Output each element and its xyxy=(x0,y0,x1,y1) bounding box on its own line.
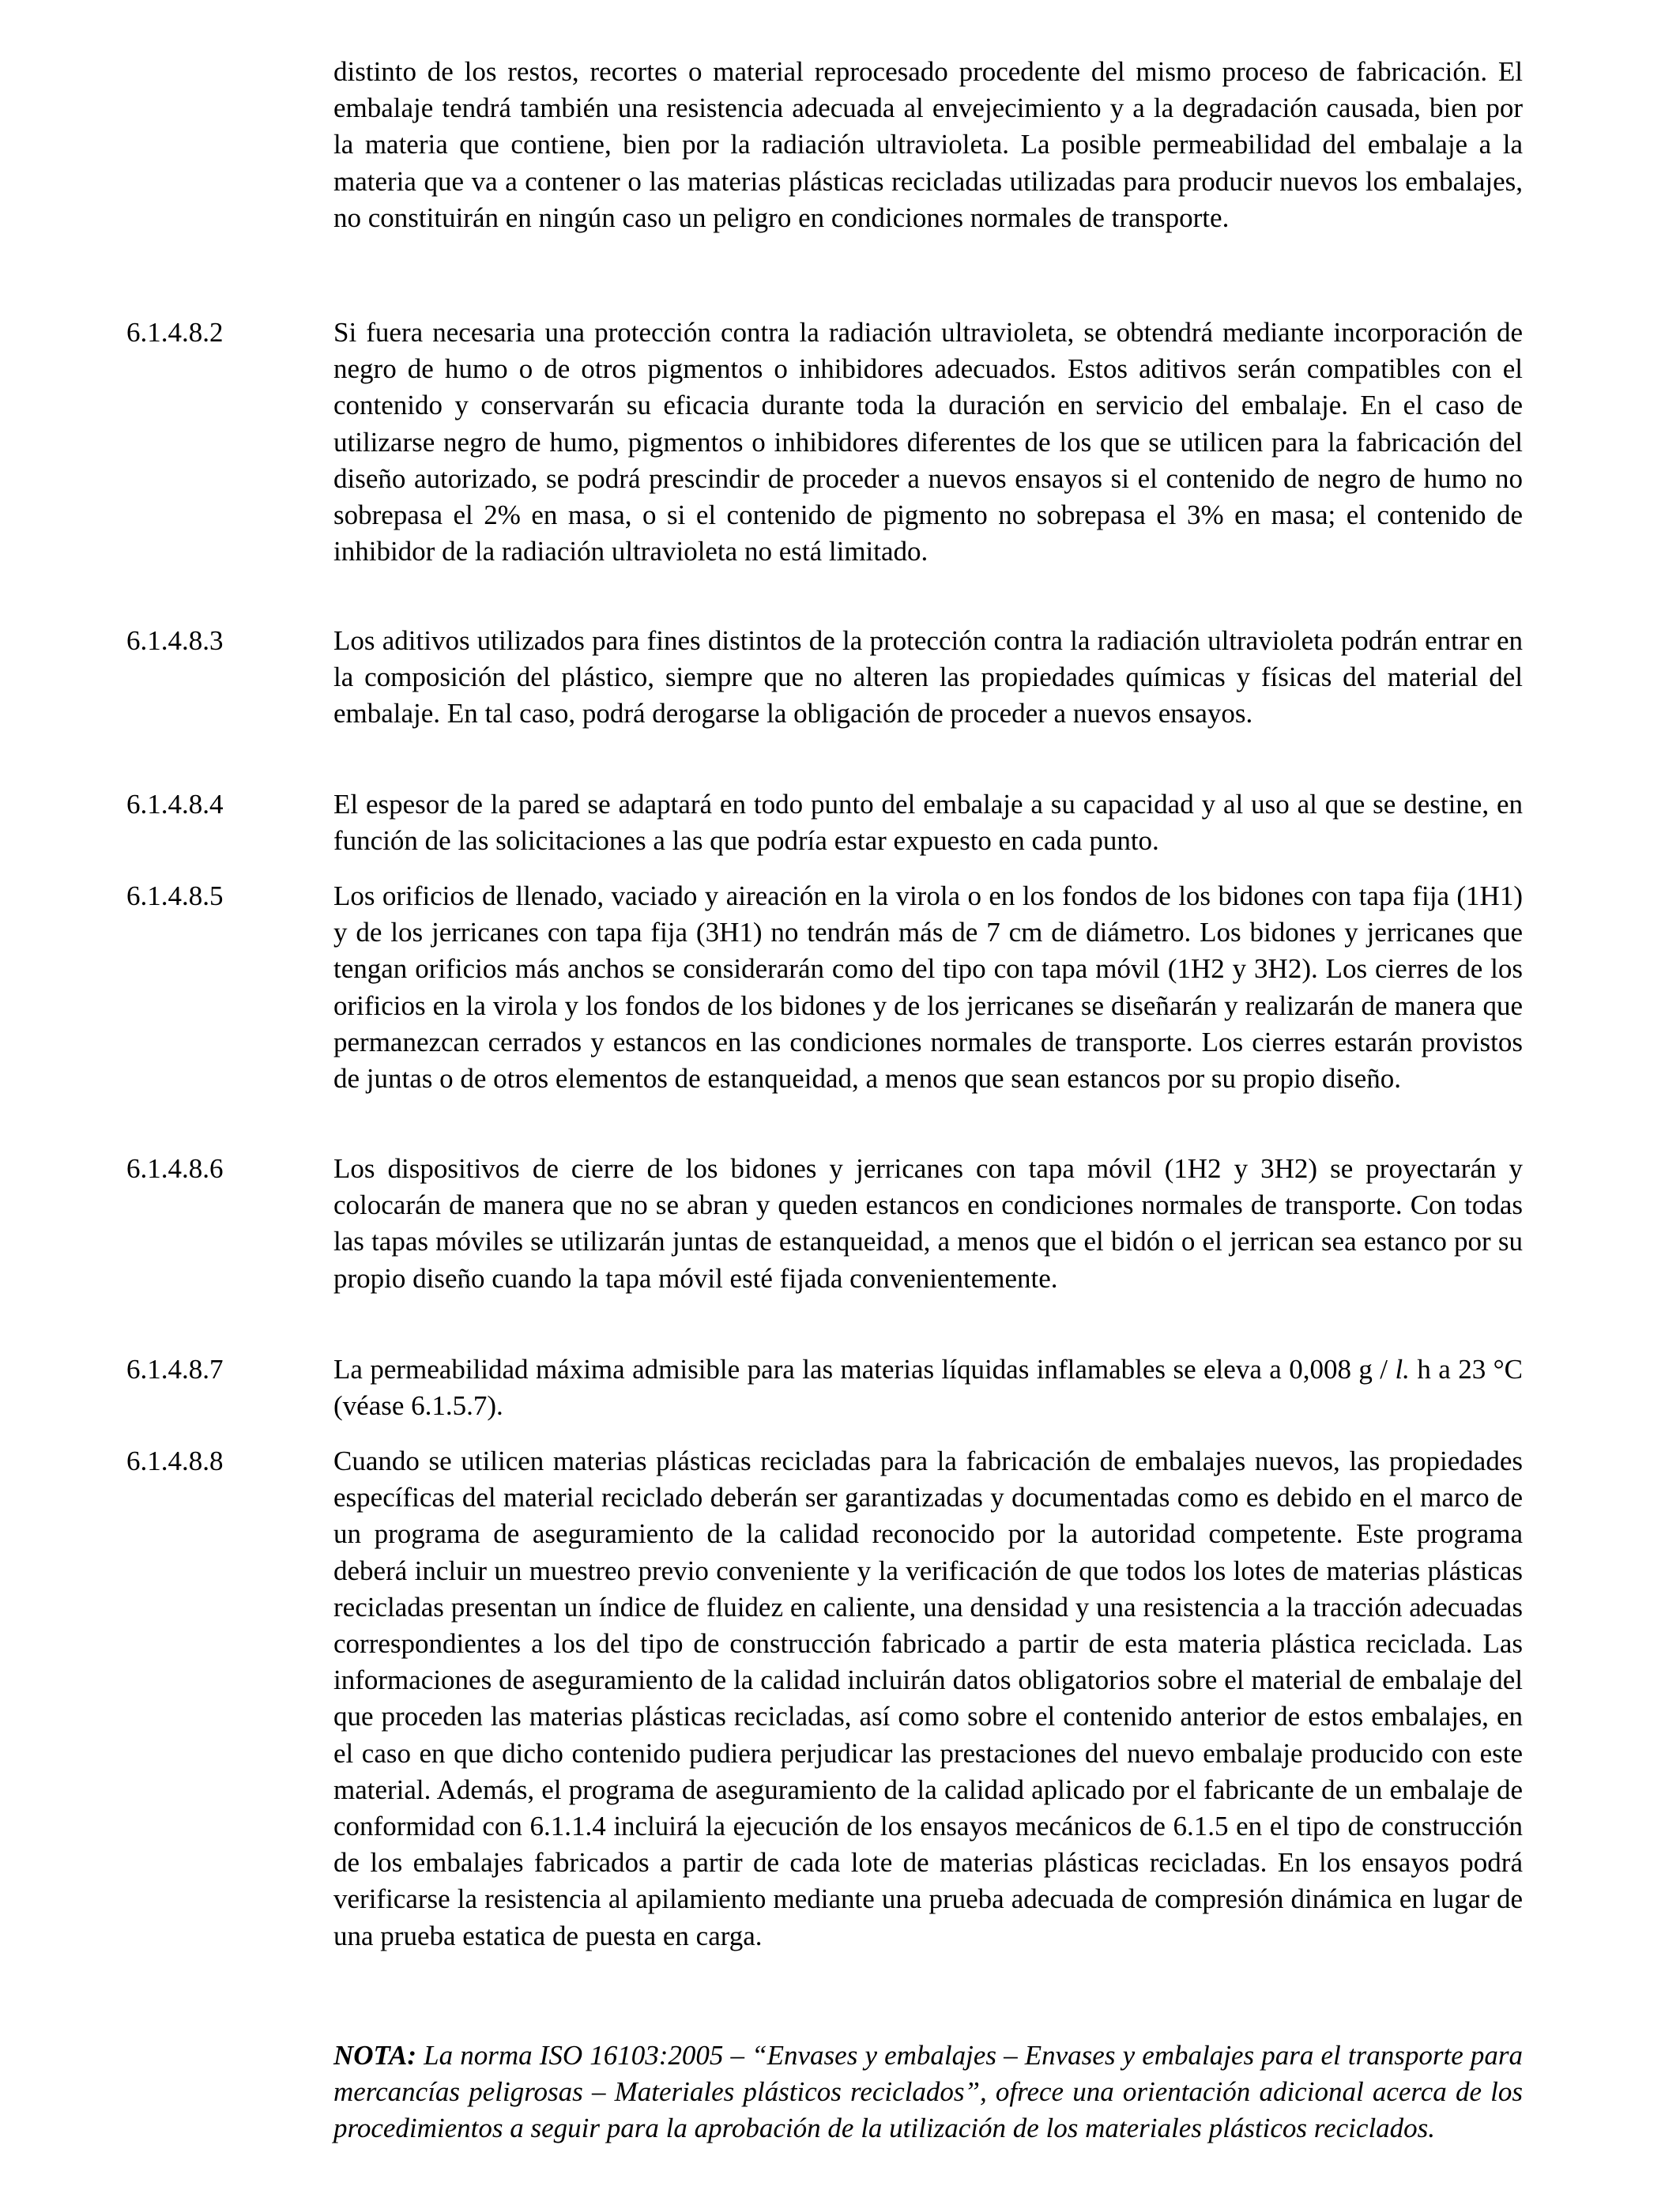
paragraph-number: 6.1.4.8.8 xyxy=(126,1446,224,1476)
paragraph-text-part: La permeabilidad máxima admisible para las materias líquidas inflamables se eleva a 0,008 g / xyxy=(333,1354,1396,1385)
paragraph-number: 6.1.4.8.5 xyxy=(126,880,224,911)
paragraph-number: 6.1.4.8.4 xyxy=(126,789,224,820)
paragraph-number: 6.1.4.8.2 xyxy=(126,317,224,348)
paragraph-number: 6.1.4.8.6 xyxy=(126,1153,224,1184)
paragraph-number: 6.1.4.8.7 xyxy=(126,1354,224,1385)
paragraph-text: Los orificios de llenado, vaciado y aireación en la virola o en los fondos de los bidones con tapa fija (1H1) y de los jerricanes con tapa fija (3H1) no tendrán más de 7 cm de diámetro. Los bidones y jerricanes que tengan orificios más anchos se considerarán como del tipo con tapa móvil (1H2 y 3H2). Los cierres de los orificios en la virola y los fondos de los bidones y de los jerricanes se diseñarán y realizarán de manera que permanezcan cerrados y estancos en las condiciones normales de transporte. Los cierres estarán provistos de juntas o de otros elementos de estanqueidad, a menos que sean estancos por su propio diseño. xyxy=(333,880,1523,1095)
note-label: NOTA: xyxy=(333,2040,416,2071)
paragraph-text: Los dispositivos de cierre de los bidones y jerricanes con tapa móvil (1H2 y 3H2) se proyectarán y colocarán de manera que no se abran y queden estancos en condiciones normales de transporte. Con todas las tapas móviles se utilizarán juntas de estanqueidad, a menos que el bidón o el jerrican sea estanco por su propio diseño cuando la tapa móvil esté fijada convenientemente. xyxy=(333,1153,1523,1294)
paragraph-text-unit-italic: l. xyxy=(1395,1354,1410,1385)
paragraph-text-part: h a 23 °C (véase 6.1.5.7). xyxy=(333,1354,1523,1422)
paragraph-text: El espesor de la pared se adaptará en todo punto del embalaje a su capacidad y al uso al que se destine, en función de las solicitaciones a las que podría estar expuesto en cada punto. xyxy=(333,789,1523,857)
paragraph-text: Si fuera necesaria una protección contra la radiación ultravioleta, se obtendrá mediante incorporación de negro de humo o de otros pigmentos o inhibidores adecuados. Estos aditivos serán compatibles con el contenido y conservarán su eficacia durante toda la duración en servicio del embalaje. En el caso de utilizarse negro de humo, pigmentos o inhibidores diferentes de los que se utilicen para la fabricación del diseño autorizado, se podrá prescindir de proceder a nuevos ensayos si el contenido de negro de humo no sobrepasa el 2% en masa, o si el contenido de pigmento no sobrepasa el 3% en masa; el contenido de inhibidor de la radiación ultravioleta no está limitado. xyxy=(333,317,1523,567)
lead-paragraph: distinto de los restos, recortes o material reprocesado procedente del mismo proceso de fabricación. El embalaje tendrá también una resistencia adecuada al envejecimiento y a la degradación causada, bien por la materia que contiene, bien por la radiación ultravioleta. La posible permeabilidad del embalaje a la materia que va a contener o las materias plásticas recicladas utilizadas para producir nuevos los embalajes, no constituirán en ningún caso un peligro en condiciones normales de transporte. xyxy=(333,56,1523,233)
paragraph-text: Los aditivos utilizados para fines distintos de la protección contra la radiación ultravioleta podrán entrar en la composición del plástico, siempre que no alteren las propiedades químicas y físicas del material del embalaje. En tal caso, podrá derogarse la obligación de proceder a nuevos ensayos. xyxy=(333,625,1523,729)
note-block xyxy=(333,2038,1523,2147)
paragraph-text xyxy=(333,1351,1523,1424)
note-text: La norma ISO 16103:2005 – “Envases y embalajes – Envases y embalajes para el transporte para mercancías peligrosas – Materiales plásticos reciclados”, ofrece una orientación adicional acerca de los procedimientos a seguir para la aprobación de la utilización de los materiales plásticos reciclados. xyxy=(333,2040,1523,2144)
paragraph-number: 6.1.4.8.3 xyxy=(126,625,224,656)
paragraph-text: Cuando se utilicen materias plásticas recicladas para la fabricación de embalajes nuevos, las propiedades específicas del material reciclado deberán ser garantizadas y documentadas como es debido en el marco de un programa de aseguramiento de la calidad reconocido por la autoridad competente. Este programa deberá incluir un muestreo previo conveniente y la verificación de que todos los lotes de materias plásticas recicladas presentan un índice de fluidez en caliente, una densidad y una resistencia a la tracción adecuadas correspondientes a los del tipo de construcción fabricado a partir de esta materia plástica reciclada. Las informaciones de aseguramiento de la calidad incluirán datos obligatorios sobre el material de embalaje del que proceden las materias plásticas recicladas, así como sobre el contenido anterior de estos embalajes, en el caso en que dicho contenido pudiera perjudicar las prestaciones del nuevo embalaje producido con este material. Además, el programa de aseguramiento de la calidad aplicado por el fabricante de un embalaje de conformidad con 6.1.1.4 incluirá la ejecución de los ensayos mecánicos de 6.1.5 en el tipo de construcción de los embalajes fabricados a partir de cada lote de materias plásticas recicladas. En los ensayos podrá verificarse la resistencia al apilamiento mediante una prueba adecuada de compresión dinámica en lugar de una prueba estatica de puesta en carga. xyxy=(333,1446,1523,1951)
